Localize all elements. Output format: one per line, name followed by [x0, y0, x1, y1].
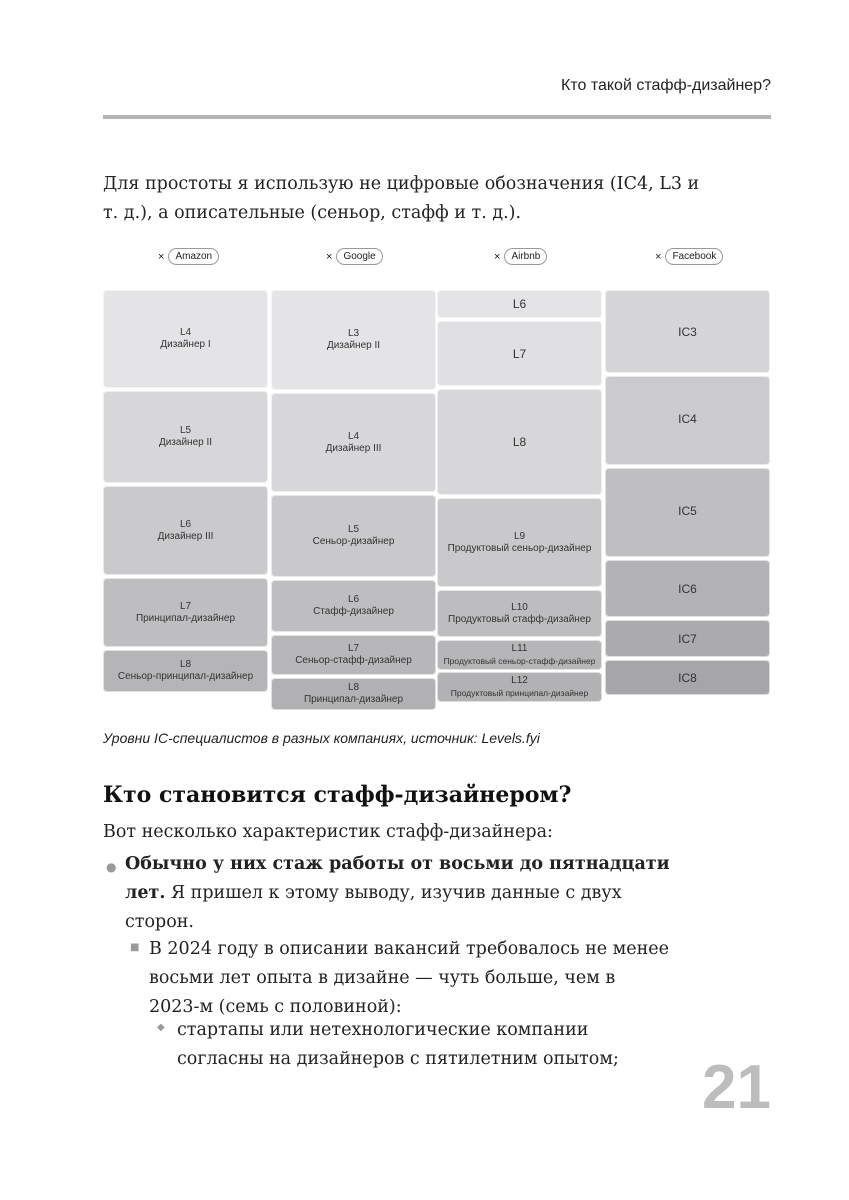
- company-name: Amazon: [168, 248, 219, 265]
- item-text: Я пришел к этому выводу, изучив данные с двух сторон.: [125, 883, 622, 932]
- company-name: Facebook: [665, 248, 723, 265]
- level-title: Дизайнер II: [158, 437, 213, 448]
- level-title: Дизайнер III: [325, 442, 382, 454]
- company-filter-chip[interactable]: [158, 248, 219, 265]
- running-title: Кто такой стафф-дизайнер?: [561, 77, 771, 94]
- level-code: L6: [179, 518, 192, 530]
- level-code: IC4: [678, 412, 697, 426]
- company-name: Google: [336, 248, 382, 265]
- sub-list-item: В 2024 году в описании вакансий требовалось не менее восьми лет опыта в дизайне — чуть больше, чем в 2023-м (семь с половиной):: [149, 939, 670, 1017]
- level-block: [103, 650, 268, 692]
- level-code: L6: [512, 297, 527, 311]
- level-title: Сеньор-дизайнер: [312, 536, 395, 547]
- header-rule: [103, 115, 771, 119]
- remove-icon[interactable]: ×: [655, 250, 662, 263]
- item-bold: Обычно у них стаж работы от восьми до пятнадцати лет.: [125, 854, 670, 903]
- level-code: L4: [179, 327, 192, 338]
- level-title: Дизайнер III: [157, 530, 214, 542]
- company-filter-chip[interactable]: [494, 248, 547, 265]
- company-filter-chip[interactable]: [326, 248, 383, 265]
- sub-sub-list-item: стартапы или нетехнологические компании согласны на дизайнеров с пятилетним опытом;: [177, 1020, 619, 1069]
- level-code: IC8: [678, 671, 697, 685]
- level-code: IC6: [678, 582, 697, 596]
- level-block: [271, 635, 436, 675]
- level-code: L8: [347, 682, 360, 693]
- level-title: Продуктовый стафф-дизайнер: [448, 613, 591, 625]
- level-block: [437, 321, 602, 386]
- level-block: [271, 495, 436, 577]
- section-heading: Кто становится стафф-дизайнером?: [103, 782, 572, 808]
- level-block: [437, 290, 602, 318]
- level-code: IC3: [678, 325, 697, 339]
- company-filter-chip[interactable]: [655, 248, 723, 265]
- company-name: Airbnb: [504, 248, 547, 265]
- level-block: [605, 468, 770, 557]
- level-title: Дизайнер I: [160, 339, 211, 350]
- level-block: [605, 376, 770, 465]
- bullet-square-icon: ■: [130, 942, 140, 953]
- level-code: L7: [512, 346, 527, 361]
- level-block: [437, 389, 602, 495]
- level-code: L7: [347, 643, 360, 654]
- list-item: [125, 850, 670, 937]
- bullet-diamond-icon: ◆: [157, 1022, 165, 1033]
- level-code: L8: [512, 435, 527, 449]
- level-block: [437, 498, 602, 587]
- remove-icon[interactable]: ×: [494, 250, 501, 263]
- level-block: [103, 290, 268, 388]
- level-code: IC5: [678, 504, 697, 518]
- level-code: L4: [347, 430, 360, 442]
- figure-caption: Уровни IC-специалистов в разных компаниях, источник: Levels.fyi: [103, 730, 540, 746]
- level-block: [605, 620, 770, 657]
- level-block: [271, 290, 436, 390]
- level-block: [103, 486, 268, 575]
- page-number: 21: [702, 1053, 771, 1122]
- lead-paragraph: Вот несколько характеристик стафф-дизайнера:: [103, 822, 553, 842]
- level-title: Принципал-дизайнер: [303, 694, 404, 705]
- level-block: [103, 578, 268, 647]
- remove-icon[interactable]: ×: [158, 250, 165, 263]
- level-block: [605, 290, 770, 373]
- level-block: [605, 560, 770, 617]
- level-code: L12: [511, 675, 528, 686]
- level-title: Сеньор-стафф-дизайнер: [295, 655, 412, 666]
- level-block: [103, 391, 268, 483]
- level-code: L10: [511, 601, 528, 613]
- level-block: [437, 640, 602, 670]
- level-code: L6: [347, 594, 360, 605]
- level-code: L7: [179, 600, 192, 612]
- level-code: L5: [347, 524, 360, 535]
- level-block: [271, 678, 436, 710]
- level-title: Сеньор-принципал-дизайнер: [117, 671, 254, 682]
- level-block: [437, 672, 602, 702]
- level-title: Продуктовый сеньор-дизайнер: [447, 542, 592, 554]
- level-code: L5: [179, 425, 192, 436]
- level-code: L3: [347, 328, 360, 339]
- remove-icon[interactable]: ×: [326, 250, 333, 263]
- level-title: Принципал-дизайнер: [135, 612, 236, 624]
- level-code: L8: [179, 659, 192, 670]
- level-block: [605, 660, 770, 695]
- intro-paragraph: Для простоты я использую не цифровые обозначения (IC4, L3 и т. д.), а описательные (сеньор, стафф и т. д.).: [103, 174, 700, 223]
- level-title: Продуктовый сеньор-стафф-дизайнер: [443, 656, 596, 666]
- bullet-dot-icon: ●: [106, 860, 117, 874]
- level-title: Продуктовый принципал-дизайнер: [450, 688, 589, 698]
- level-code: L9: [513, 530, 526, 542]
- level-code: L11: [511, 643, 528, 654]
- level-title: Стафф-дизайнер: [313, 606, 394, 617]
- level-code: IC7: [678, 632, 697, 646]
- level-title: Дизайнер II: [326, 340, 381, 351]
- level-block: [437, 590, 602, 637]
- level-block: [271, 393, 436, 492]
- level-block: [271, 580, 436, 632]
